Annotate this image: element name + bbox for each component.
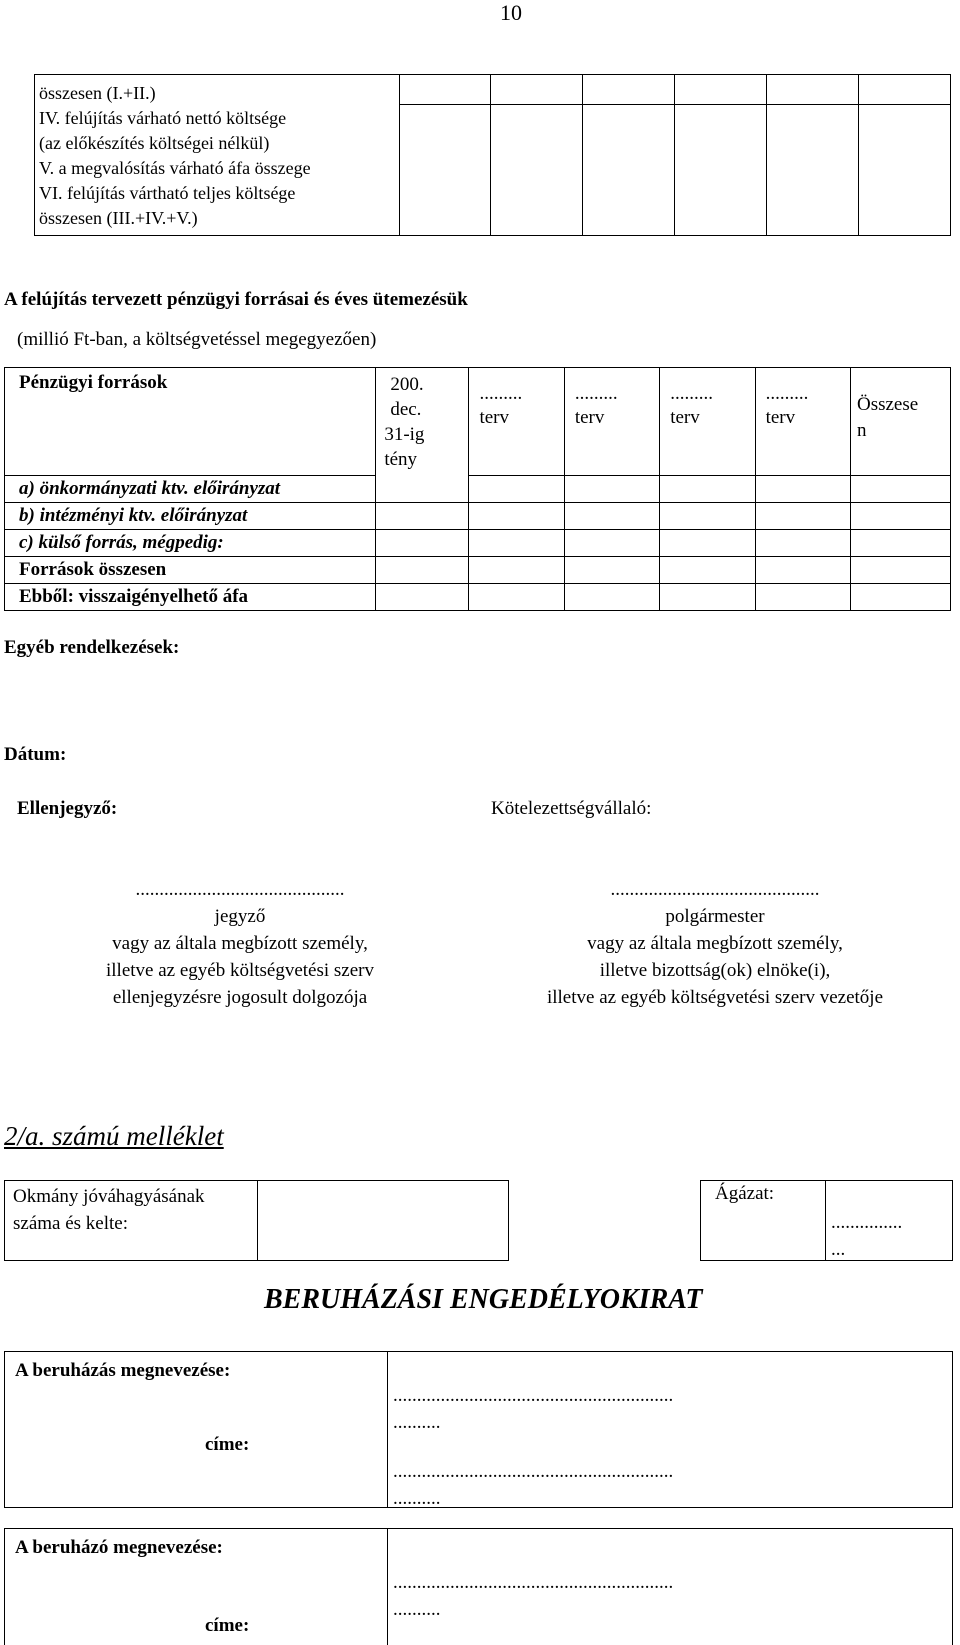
plan-dots: ......... bbox=[574, 383, 618, 404]
funding-row-label: a) önkormányzati ktv. előirányzat bbox=[19, 478, 281, 499]
document-approval-label bbox=[13, 1183, 205, 1237]
cost-cell bbox=[859, 105, 951, 236]
cost-table bbox=[34, 74, 951, 236]
signature-line: ............................................ bbox=[135, 879, 345, 900]
signature-right bbox=[505, 876, 925, 1011]
document-title: BERUHÁZÁSI ENGEDÉLYOKIRAT bbox=[264, 1284, 703, 1315]
col-actual-line: dec. bbox=[390, 399, 422, 420]
col-plan-3 bbox=[660, 368, 755, 476]
other-provisions-label: Egyéb rendelkezések: bbox=[4, 637, 180, 658]
signature-role: jegyző bbox=[214, 906, 266, 927]
col-total bbox=[850, 368, 950, 476]
sector-box bbox=[700, 1180, 953, 1261]
funding-cell bbox=[660, 584, 755, 611]
total-label: Összese bbox=[856, 394, 919, 415]
dots-line: ........................................................... bbox=[393, 1572, 674, 1593]
signature-text: vagy az általa megbízott személy, bbox=[112, 933, 368, 954]
funding-header-text: Pénzügyi források bbox=[19, 372, 168, 393]
funding-cell bbox=[564, 476, 659, 503]
funding-cell bbox=[660, 503, 755, 530]
cost-row: összesen (III.+IV.+V.) bbox=[39, 208, 198, 228]
funding-cell bbox=[850, 557, 950, 584]
page-number: 10 bbox=[500, 0, 522, 25]
cost-row: IV. felújítás várható nettó költsége bbox=[39, 108, 287, 128]
countersigner-label: Ellenjegyző: bbox=[17, 798, 118, 819]
signature-text: illetve az egyéb költségvetési szerv vezetője bbox=[546, 987, 884, 1008]
funding-cell bbox=[850, 503, 950, 530]
total-label: n bbox=[856, 420, 867, 441]
cost-cell bbox=[399, 105, 491, 236]
investor-box bbox=[4, 1528, 953, 1645]
divider bbox=[387, 1529, 388, 1645]
dots-line: .......... bbox=[393, 1488, 441, 1509]
signature-text: illetve az egyéb költségvetési szerv bbox=[105, 960, 374, 981]
cost-cell bbox=[583, 105, 675, 236]
document-approval-line: száma és kelte: bbox=[13, 1213, 129, 1234]
signature-line: ............................................ bbox=[610, 879, 820, 900]
funding-cell bbox=[469, 476, 564, 503]
sector-dots: ............... bbox=[831, 1212, 903, 1233]
col-actual-line: tény bbox=[384, 449, 418, 470]
funding-cell bbox=[755, 530, 850, 557]
funding-row bbox=[5, 584, 376, 611]
divider bbox=[257, 1181, 258, 1260]
funding-cell bbox=[660, 476, 755, 503]
funding-cell bbox=[469, 530, 564, 557]
funding-row bbox=[5, 530, 376, 557]
divider bbox=[387, 1352, 388, 1507]
investor-name-label: A beruházó megnevezése: bbox=[15, 1537, 223, 1558]
plan-label: terv bbox=[670, 407, 700, 428]
col-actual-line: 31-ig bbox=[384, 424, 425, 445]
funding-heading: A felújítás tervezett pénzügyi forrásai és éves ütemezésük bbox=[4, 289, 468, 310]
funding-table bbox=[4, 367, 951, 611]
divider bbox=[825, 1181, 826, 1260]
funding-cell bbox=[376, 530, 469, 557]
col-actual-line: 200. bbox=[390, 374, 424, 395]
dots-line: .......... bbox=[393, 1599, 441, 1620]
plan-dots: ......... bbox=[765, 383, 809, 404]
cost-row: V. a megvalósítás várható áfa összege bbox=[39, 158, 311, 178]
funding-cell bbox=[376, 584, 469, 611]
plan-dots: ......... bbox=[479, 383, 523, 404]
plan-label: terv bbox=[574, 407, 605, 428]
investment-box bbox=[4, 1351, 953, 1508]
funding-cell bbox=[660, 557, 755, 584]
investor-name-dots bbox=[393, 1569, 673, 1623]
funding-cell bbox=[850, 476, 950, 503]
cost-cell bbox=[859, 75, 951, 105]
funding-row-label: c) külső forrás, mégpedig: bbox=[19, 532, 224, 553]
funding-cell bbox=[564, 530, 659, 557]
document-approval-box bbox=[4, 1180, 509, 1261]
cost-table-labels bbox=[35, 75, 400, 236]
signature-text: ellenjegyzésre jogosult dolgozója bbox=[112, 987, 368, 1008]
cost-cell bbox=[399, 75, 491, 105]
investment-name-label: A beruházás megnevezése: bbox=[15, 1360, 231, 1381]
funding-cell bbox=[755, 476, 850, 503]
funding-row-label: Források összesen bbox=[19, 559, 167, 580]
cost-cell bbox=[491, 105, 583, 236]
signature-text: vagy az általa megbízott személy, bbox=[587, 933, 843, 954]
funding-row bbox=[5, 503, 376, 530]
funding-cell bbox=[755, 503, 850, 530]
plan-label: terv bbox=[479, 407, 510, 428]
sector-label: Ágázat: bbox=[715, 1183, 775, 1204]
commitment-label: Kötelezettségvállaló: bbox=[491, 798, 652, 819]
plan-label: terv bbox=[765, 407, 796, 428]
funding-cell bbox=[850, 530, 950, 557]
funding-cell bbox=[376, 557, 469, 584]
sector-value bbox=[831, 1209, 902, 1263]
investment-address-dots bbox=[393, 1458, 673, 1512]
dots-line: ........................................................... bbox=[393, 1461, 674, 1482]
signature-left bbox=[70, 876, 410, 1011]
cost-row: összesen (I.+II.) bbox=[39, 83, 156, 103]
date-label: Dátum: bbox=[4, 744, 67, 765]
funding-subheading: (millió Ft-ban, a költségvetéssel megegyezően) bbox=[17, 329, 377, 350]
col-plan-4 bbox=[755, 368, 850, 476]
funding-cell bbox=[376, 503, 469, 530]
plan-dots: ......... bbox=[670, 383, 713, 404]
annex-title: 2/a. számú melléklet bbox=[4, 1121, 224, 1151]
funding-row-label: b) intézményi ktv. előirányzat bbox=[19, 505, 248, 526]
funding-row bbox=[5, 476, 376, 503]
funding-cell bbox=[469, 503, 564, 530]
cost-cell bbox=[767, 75, 859, 105]
cost-cell bbox=[675, 75, 767, 105]
dots-line: ........................................................... bbox=[393, 1385, 674, 1406]
cost-cell bbox=[675, 105, 767, 236]
investment-name-dots bbox=[393, 1382, 673, 1436]
cost-row: (az előkészítés költségei nélkül) bbox=[39, 133, 270, 153]
cost-cell bbox=[491, 75, 583, 105]
col-plan-1 bbox=[469, 368, 564, 476]
funding-cell bbox=[660, 530, 755, 557]
funding-cell bbox=[850, 584, 950, 611]
document-approval-line: Okmány jóváhagyásának bbox=[13, 1186, 205, 1207]
funding-cell bbox=[564, 584, 659, 611]
funding-cell bbox=[755, 584, 850, 611]
sector-dots: ... bbox=[831, 1239, 846, 1260]
funding-cell bbox=[564, 557, 659, 584]
signature-text: illetve bizottság(ok) elnöke(i), bbox=[599, 960, 831, 981]
investment-address-label: címe: bbox=[205, 1434, 250, 1455]
signature-role: polgármester bbox=[665, 906, 765, 927]
funding-row-label: Ebből: visszaigényelhető áfa bbox=[19, 586, 249, 607]
col-plan-2 bbox=[564, 368, 659, 476]
col-actual bbox=[376, 368, 469, 503]
cost-cell bbox=[583, 75, 675, 105]
funding-cell bbox=[469, 584, 564, 611]
investor-address-label: címe: bbox=[205, 1615, 250, 1636]
funding-header-label bbox=[5, 368, 376, 476]
dots-line: .......... bbox=[393, 1412, 441, 1433]
cost-row: VI. felújítás vártható teljes költsége bbox=[39, 183, 296, 203]
funding-cell bbox=[469, 557, 564, 584]
funding-cell bbox=[755, 557, 850, 584]
cost-cell bbox=[767, 105, 859, 236]
funding-row bbox=[5, 557, 376, 584]
funding-cell bbox=[564, 503, 659, 530]
